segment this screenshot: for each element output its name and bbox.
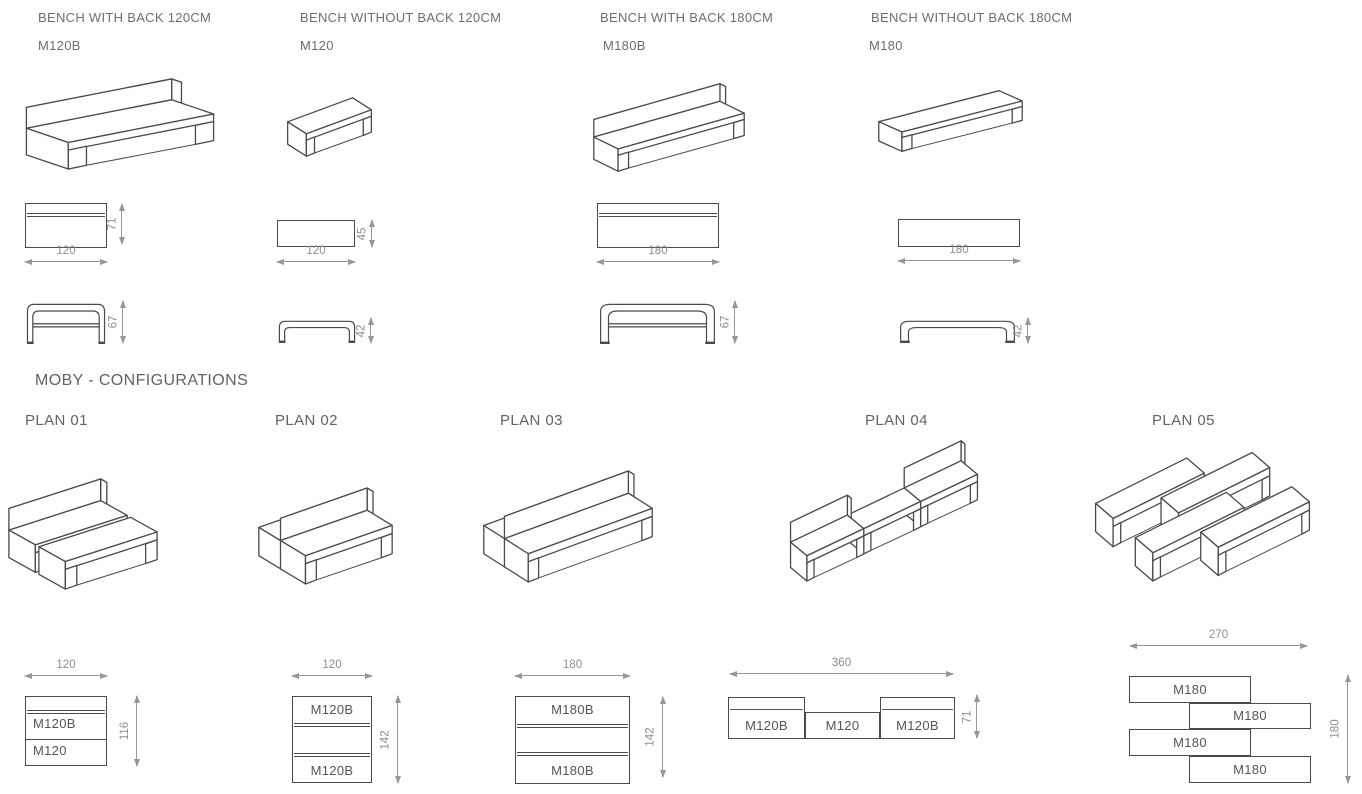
elevation-view-m180 xyxy=(897,318,1018,343)
plan-01-isometric-drawing xyxy=(8,478,158,593)
dimension-value: 142 xyxy=(379,729,392,750)
elevation-view-m120b xyxy=(25,300,107,344)
bench-with-back-120-isometric-drawing xyxy=(25,78,215,170)
dimension-value: 116 xyxy=(118,721,131,741)
plan-01-label: PLAN 01 xyxy=(25,412,88,429)
plan-05-module-box xyxy=(1129,676,1251,703)
product-title: BENCH WITH BACK 120CM xyxy=(38,10,212,25)
plan-02-diagram xyxy=(292,696,372,783)
height-dimension xyxy=(107,301,123,343)
product-code: M120 xyxy=(300,38,334,53)
depth-dimension xyxy=(356,220,372,247)
elevation-view-m120 xyxy=(277,318,357,343)
plan-05-module-box xyxy=(1189,756,1311,783)
product-code: M120B xyxy=(38,38,81,53)
bench-with-back-180-isometric-drawing xyxy=(593,83,745,172)
dimension-value: 180 xyxy=(1329,719,1342,739)
dimension-value: 120 xyxy=(56,245,76,257)
plan-01-width-dimension xyxy=(25,660,107,676)
module-label: M180 xyxy=(1173,735,1207,750)
height-dimension xyxy=(355,318,371,343)
dimension-value: 120 xyxy=(306,245,326,257)
product-code: M180B xyxy=(603,38,646,53)
plan-03-depth-dimension xyxy=(644,697,663,777)
plan-03-label: PLAN 03 xyxy=(500,412,563,429)
module-label: M180 xyxy=(1233,708,1267,723)
plan-05-width-dimension xyxy=(1130,630,1307,646)
module-label: M120 xyxy=(33,743,67,758)
elevation-view-m180b xyxy=(597,300,718,344)
backrest-strip xyxy=(517,752,628,756)
product-title: BENCH WITHOUT BACK 180CM xyxy=(871,10,1073,25)
plan-03-diagram xyxy=(515,696,630,784)
plan-05-label: PLAN 05 xyxy=(1152,412,1215,429)
plan-01-depth-dimension xyxy=(118,696,137,766)
width-dimension xyxy=(277,246,355,262)
plan-01-diagram xyxy=(25,696,107,766)
module-label: M120B xyxy=(896,718,939,733)
dimension-value: 360 xyxy=(831,657,852,669)
dimension-value: 180 xyxy=(648,245,668,257)
plan-02-depth-dimension xyxy=(379,696,398,783)
dimension-value: 71 xyxy=(106,217,119,231)
plan-05-depth-dimension xyxy=(1329,675,1348,783)
plan-view-m180 xyxy=(898,219,1020,247)
height-dimension xyxy=(1012,318,1028,343)
backrest-line xyxy=(882,709,953,710)
module-label: M120B xyxy=(310,702,354,717)
backrest-line xyxy=(730,709,803,710)
product-title: BENCH WITHOUT BACK 120CM xyxy=(300,10,502,25)
plan-02-label: PLAN 02 xyxy=(275,412,338,429)
dimension-value: 67 xyxy=(719,315,732,329)
module-label: M120 xyxy=(825,718,860,733)
divider-line xyxy=(26,739,106,740)
plan-04-module-box xyxy=(805,712,880,739)
backrest-strip xyxy=(294,753,370,757)
depth-dimension xyxy=(106,204,122,244)
product-code: M180 xyxy=(869,38,903,53)
product-title: BENCH WITH BACK 180CM xyxy=(600,10,774,25)
plan-04-depth-dimension xyxy=(961,695,977,738)
height-dimension xyxy=(719,301,735,343)
plan-04-module-box xyxy=(880,697,955,739)
dimension-value: 180 xyxy=(949,244,969,256)
module-label: M120B xyxy=(310,763,354,778)
module-label: M180 xyxy=(1173,682,1207,697)
bench-without-back-120-isometric-drawing xyxy=(287,97,372,157)
width-dimension xyxy=(597,246,719,262)
module-label: M120B xyxy=(745,718,788,733)
plan-04-isometric-drawing xyxy=(790,440,978,582)
dimension-value: 120 xyxy=(56,659,76,671)
width-dimension xyxy=(25,246,107,262)
configurations-heading: MOBY - CONFIGURATIONS xyxy=(35,372,249,389)
module-label: M180 xyxy=(1233,762,1267,777)
dimension-value: 42 xyxy=(355,324,368,337)
dimension-value: 270 xyxy=(1208,629,1229,641)
plan-view-m120b xyxy=(25,203,107,248)
backrest-strip xyxy=(599,213,717,217)
module-label: M180B xyxy=(551,763,594,778)
plan-02-width-dimension xyxy=(292,660,372,676)
plan-04-label: PLAN 04 xyxy=(865,412,928,429)
plan-view-m180b xyxy=(597,203,719,248)
plan-view-m120 xyxy=(277,220,355,247)
module-label: M120B xyxy=(33,716,76,731)
backrest-strip xyxy=(27,213,105,217)
plan-05-module-box xyxy=(1189,703,1311,729)
plan-05-isometric-drawing xyxy=(1095,452,1310,582)
plan-03-width-dimension xyxy=(515,660,630,676)
plan-03-isometric-drawing xyxy=(483,470,653,583)
plan-02-isometric-drawing xyxy=(258,487,393,585)
dimension-value: 180 xyxy=(562,659,583,671)
backrest-strip xyxy=(294,723,370,727)
backrest-strip xyxy=(517,724,628,728)
plan-05-module-box xyxy=(1129,729,1251,756)
dimension-value: 45 xyxy=(356,227,369,240)
plan-04-module-box xyxy=(728,697,805,739)
plan-04-width-dimension xyxy=(730,658,953,674)
width-dimension xyxy=(898,245,1020,261)
module-label: M180B xyxy=(551,702,594,717)
dimension-value: 67 xyxy=(107,315,120,329)
dimension-value: 71 xyxy=(961,710,974,723)
dimension-value: 42 xyxy=(1012,324,1025,337)
backrest-strip xyxy=(27,710,105,714)
dimension-value: 142 xyxy=(644,727,657,747)
dimension-value: 120 xyxy=(322,659,342,671)
bench-without-back-180-isometric-drawing xyxy=(878,90,1023,152)
